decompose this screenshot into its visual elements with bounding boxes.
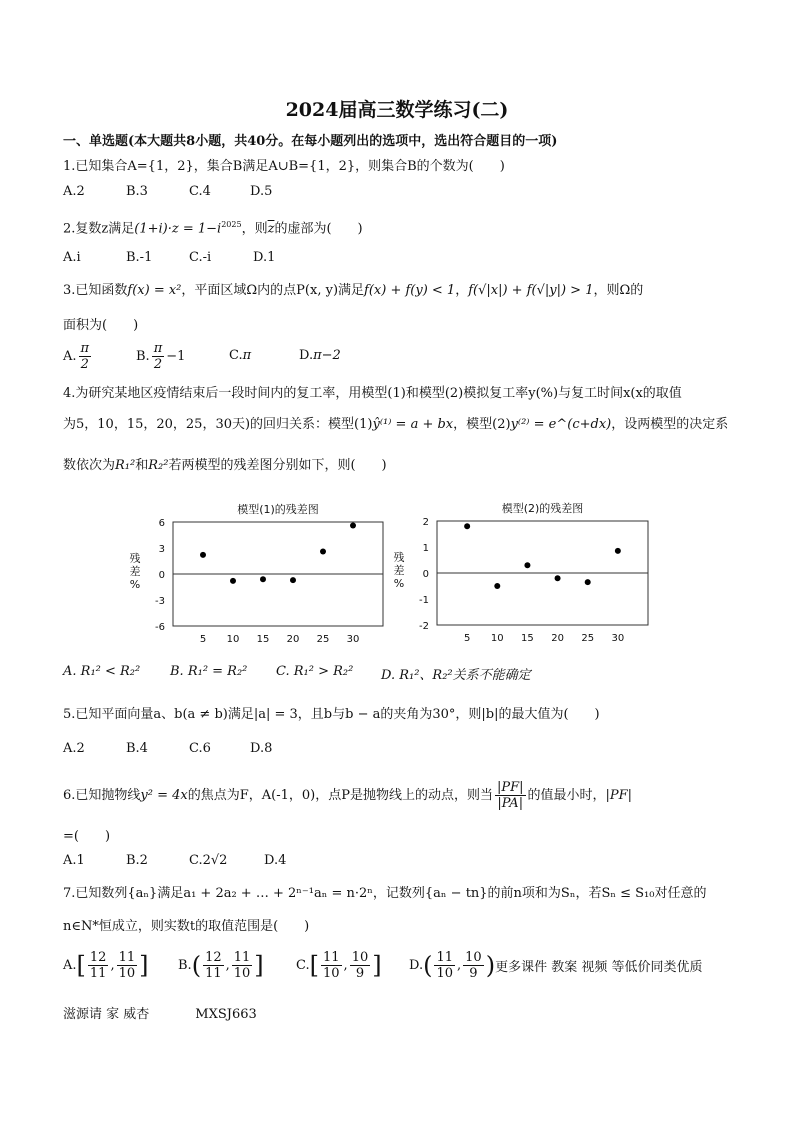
x-tick-label: 20 [286,634,300,645]
q1-option-d[interactable]: D.5 [250,184,273,199]
q2-exponent: 2025 [221,220,242,229]
q2-option-a[interactable]: A.i [63,250,81,265]
q3-option-b[interactable]: B. $\frac{\pi}{2}$ −1 [136,341,186,372]
q6-option-c[interactable]: C.2√2 [189,853,228,868]
y-axis-label-char: % [129,578,141,591]
q4-option-d[interactable]: D. R₁²、R₂²关系不能确定 [381,668,531,683]
residual-point [464,523,470,529]
q5-stem: 5.已知平面向量a、b(a ≠ b)满足|a| = 3，且b与b − a的夹角为30°，则|b|的最大值为( ) [63,707,600,722]
residual-chart-model-2 [390,495,655,655]
x-tick-label: 15 [256,634,270,645]
q1-stem: 1.已知集合A={1，2}，集合B满足A∪B={1，2}，则集合B的个数为( ) [63,159,505,174]
y-tick-label: 0 [158,570,165,581]
y-tick-label: -1 [419,595,429,606]
chart-title: 模型(1)的残差图 [237,503,319,516]
q6-option-b[interactable]: B.2 [126,853,148,868]
q6-option-d[interactable]: D.4 [264,853,287,868]
q6-pf: |PF| [605,788,633,803]
x-tick-label: 10 [226,634,240,645]
x-tick-label: 15 [521,633,534,644]
footer-line [63,1006,257,1024]
residual-point [555,575,561,581]
q5-option-c[interactable]: C.6 [189,741,211,756]
q2-option-b[interactable]: B.-1 [126,250,153,265]
q3-option-a[interactable]: A. $\frac{\pi}{2}$ [63,341,90,372]
q2-zbar: $\overline{z}$ [267,221,275,237]
q2-option-c[interactable]: C.-i [189,250,212,265]
q6-ratio: $\frac{|PF|}{|PA|}$ [496,780,524,811]
residual-point [494,583,500,589]
y-tick-label: 0 [422,569,429,580]
q3-condition-1: f(x) + f(y) < 1 [364,283,456,298]
x-tick-label: 20 [551,633,564,644]
q3-option-d[interactable]: D.π−2 [299,348,341,363]
footer-code: MXSJ663 [195,1007,257,1022]
x-tick-label: 25 [316,634,330,645]
y-axis-label-char: % [393,577,405,590]
y-tick-label: 3 [158,544,165,555]
q6-parabola: y² = 4x [140,788,188,803]
q3-function: f(x) = x² [127,283,182,298]
y-axis-label-char: 残 [393,551,405,564]
page-title: 2024届高三数学练习(二) [285,99,509,121]
q4-model-2: y⁽²⁾ = e^(c+dx) [510,417,612,432]
q1-option-b[interactable]: B.3 [126,184,148,199]
q4-line-3: 数依次为R₁²和R₂²若两模型的残差图分别如下，则( ) [63,458,387,473]
x-tick-label: 30 [346,634,360,645]
y-tick-label: 2 [422,517,429,528]
y-tick-label: -3 [155,596,165,607]
q2-stem: 2.复数z满足$(1+i)\cdot z = 1-i^{2025}$，则$\overline{z}$的虚部为( ) [63,220,363,237]
q4-line-1: 4.为研究某地区疫情结束后一段时间内的复工率，用模型(1)和模型(2)模拟复工率y(%)与复工时间x(x的取值 [63,386,682,401]
q7-option-c[interactable]: C.[ $\frac{11}{10}$ , $\frac{10}{9}$ ] [296,950,382,981]
footer-text: 滋源请 家 威杏 [63,1007,150,1022]
y-tick-label: -2 [419,621,429,632]
q6-option-a[interactable]: A.1 [63,853,85,868]
x-tick-label: 5 [199,634,207,645]
q4-r1: R₁² [115,458,136,473]
residual-point [350,522,356,528]
q1-option-c[interactable]: C.4 [189,184,211,199]
q7-trailing-text: 更多课件 教案 视频 等低价同类优质 [495,960,703,975]
q7-option-d[interactable]: D.( $\frac{11}{10}$ , $\frac{10}{9}$ )更多课件 教案 视频 等低价同类优质 [409,950,703,981]
y-tick-label: -6 [155,622,165,633]
q3-condition-2: f(√|x|) + f(√|y|) > 1 [468,283,594,298]
q4-option-a[interactable]: A. R₁² < R₂² [63,664,141,679]
q7-line-1: 7.已知数列{aₙ}满足a₁ + 2a₂ + … + 2ⁿ⁻¹aₙ = n·2ⁿ，记数列{aₙ − tn}的前n项和为Sₙ，若Sₙ ≤ S₁₀对任意的 [63,886,707,901]
q7-line-2: n∈N*恒成立，则实数t的取值范围是( ) [63,919,310,934]
q3-option-c[interactable]: C.π [229,348,252,363]
q7-option-a[interactable]: A.[ $\frac{12}{11}$ , $\frac{11}{10}$ ] [63,950,149,981]
chart-title: 模型(2)的残差图 [501,502,584,515]
x-tick-label: 30 [611,633,625,644]
q4-model-1: ŷ⁽¹⁾ = a + bx [372,417,454,432]
q6-line-2: =( ) [63,829,111,844]
x-tick-label: 10 [490,633,504,644]
residual-point [200,552,206,558]
residual-point [230,578,236,584]
y-axis-label-char: 残 [129,552,141,565]
y-axis-label-char: 差 [129,565,141,578]
residual-chart-model-1 [118,495,388,655]
section-heading: 一、单选题(本大题共8小题，共40分。在每小题列出的选项中，选出符合题目的一项) [63,134,558,149]
q5-option-a[interactable]: A.2 [63,741,85,756]
x-tick-label: 5 [463,633,471,644]
q4-option-b[interactable]: B. R₁² = R₂² [170,664,248,679]
q3-stem: 3.已知函数f(x) = x²，平面区域Ω内的点P(x, y)满足f(x) + f(y) < 1，f(√|x|) + f(√|y|) > 1，则Ω的 [63,283,644,298]
residual-point [524,562,530,568]
q2-option-d[interactable]: D.1 [253,250,276,265]
q4-line-2: 为5，10，15，20，25，30天)的回归关系：模型(1)ŷ⁽¹⁾ = a + bx，模型(2)y⁽²⁾ = e^(c+dx)，设两模型的决定系 [63,417,729,432]
q2-equation: (1+i)·z = 1−i [134,221,222,237]
q7-option-b[interactable]: B.( $\frac{12}{11}$ , $\frac{11}{10}$ ] [178,950,264,981]
q5-option-d[interactable]: D.8 [250,741,273,756]
y-tick-label: 1 [422,543,429,554]
residual-point [585,579,591,585]
y-axis-label-char: 差 [393,564,405,577]
q1-option-a[interactable]: A.2 [63,184,85,199]
residual-point [615,548,621,554]
residual-point [260,576,266,582]
y-tick-label: 6 [158,518,165,529]
q4-r2: R₂² [148,458,169,473]
q3-stem-cont: 面积为( ) [63,318,139,333]
q4-option-c[interactable]: C. R₁² > R₂² [276,664,354,679]
x-tick-label: 25 [581,633,595,644]
residual-point [320,548,326,554]
residual-point [290,577,296,583]
q6-stem: 6.已知抛物线y² = 4x的焦点为F，A(-1，0)，点P是抛物线上的动点，则当 $\frac{|PF|}{|PA|}$ 的值最小时，|PF| [63,780,633,811]
q5-option-b[interactable]: B.4 [126,741,148,756]
